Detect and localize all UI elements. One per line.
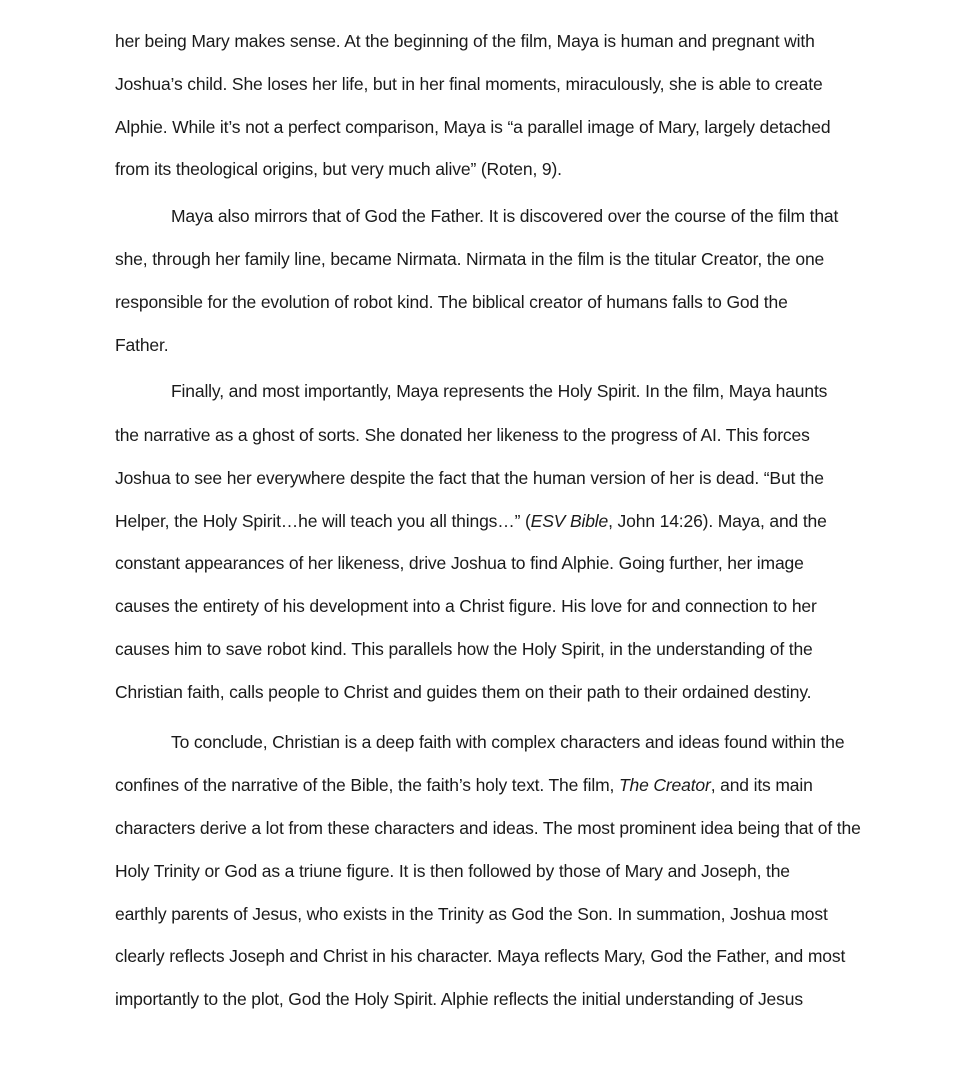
text-run: she, through her family line, became Nirmata. Nirmata in the film is the titular Creator, the one xyxy=(115,249,825,269)
text-line xyxy=(115,639,813,659)
text-run: constant appearances of her likeness, drive Joshua to find Alphie. Going further, her image xyxy=(115,553,804,573)
text-run: causes him to save robot kind. This parallels how the Holy Spirit, in the understanding of the xyxy=(115,639,813,659)
text-run: causes the entirety of his development into a Christ figure. His love for and connection to her xyxy=(115,596,817,616)
text-line xyxy=(115,425,810,445)
text-run: her being Mary makes sense. At the beginning of the film, Maya is human and pregnant with xyxy=(115,31,815,51)
text-line xyxy=(115,775,813,795)
italic-film-title: The Creator xyxy=(618,775,711,795)
text-run: characters derive a lot from these characters and ideas. The most prominent idea being that of the xyxy=(115,818,861,838)
text-run: Helper, the Holy Spirit…he will teach you all things…” ( xyxy=(115,511,531,531)
text-line xyxy=(115,117,830,137)
text-line xyxy=(115,818,861,838)
text-run: confines of the narrative of the Bible, the faith’s holy text. The film, xyxy=(115,775,619,795)
text-run: Joshua to see her everywhere despite the fact that the human version of her is dead. “But the xyxy=(115,468,824,488)
text-run: importantly to the plot, God the Holy Spirit. Alphie reflects the initial understanding of Jesus xyxy=(115,989,803,1009)
text-line xyxy=(115,335,168,355)
text-line xyxy=(115,596,817,616)
text-line xyxy=(115,292,788,312)
text-line xyxy=(171,732,844,752)
text-run: the narrative as a ghost of sorts. She donated her likeness to the progress of AI. This forces xyxy=(115,425,810,445)
text-run: , and its main xyxy=(710,775,813,795)
text-line xyxy=(171,381,827,401)
text-run: earthly parents of Jesus, who exists in the Trinity as God the Son. In summation, Joshua most xyxy=(115,904,828,924)
italic-citation: ESV Bible xyxy=(530,511,609,531)
text-line xyxy=(115,159,562,179)
text-line xyxy=(115,553,804,573)
text-line xyxy=(115,249,824,269)
text-run: responsible for the evolution of robot kind. The biblical creator of humans falls to God the xyxy=(115,292,788,312)
text-line xyxy=(115,861,790,881)
text-run: Alphie. While it’s not a perfect comparison, Maya is “a parallel image of Mary, largely detached xyxy=(115,117,831,137)
text-line xyxy=(115,946,845,966)
text-line xyxy=(115,682,811,702)
text-run: from its theological origins, but very much alive” (Roten, 9). xyxy=(115,159,562,179)
text-line xyxy=(115,74,823,94)
text-run: Christian faith, calls people to Christ and guides them on their path to their ordained destiny. xyxy=(115,682,812,702)
text-line xyxy=(115,31,815,51)
text-run: To conclude, Christian is a deep faith with complex characters and ideas found within the xyxy=(171,732,845,752)
text-line xyxy=(115,511,827,531)
text-run: Joshua’s child. She loses her life, but in her final moments, miraculously, she is able to create xyxy=(115,74,823,94)
text-run: Finally, and most importantly, Maya represents the Holy Spirit. In the film, Maya haunts xyxy=(171,381,828,401)
text-run: clearly reflects Joseph and Christ in his character. Maya reflects Mary, God the Father, and most xyxy=(115,946,846,966)
text-run: Holy Trinity or God as a triune figure. It is then followed by those of Mary and Joseph, the xyxy=(115,861,790,881)
text-run: Father. xyxy=(115,335,169,355)
text-run: Maya also mirrors that of God the Father. It is discovered over the course of the film that xyxy=(171,206,839,226)
text-run: , John 14:26). Maya, and the xyxy=(608,511,827,531)
text-line xyxy=(115,989,803,1009)
text-line xyxy=(115,468,824,488)
text-line xyxy=(115,904,828,924)
text-line xyxy=(171,206,838,226)
